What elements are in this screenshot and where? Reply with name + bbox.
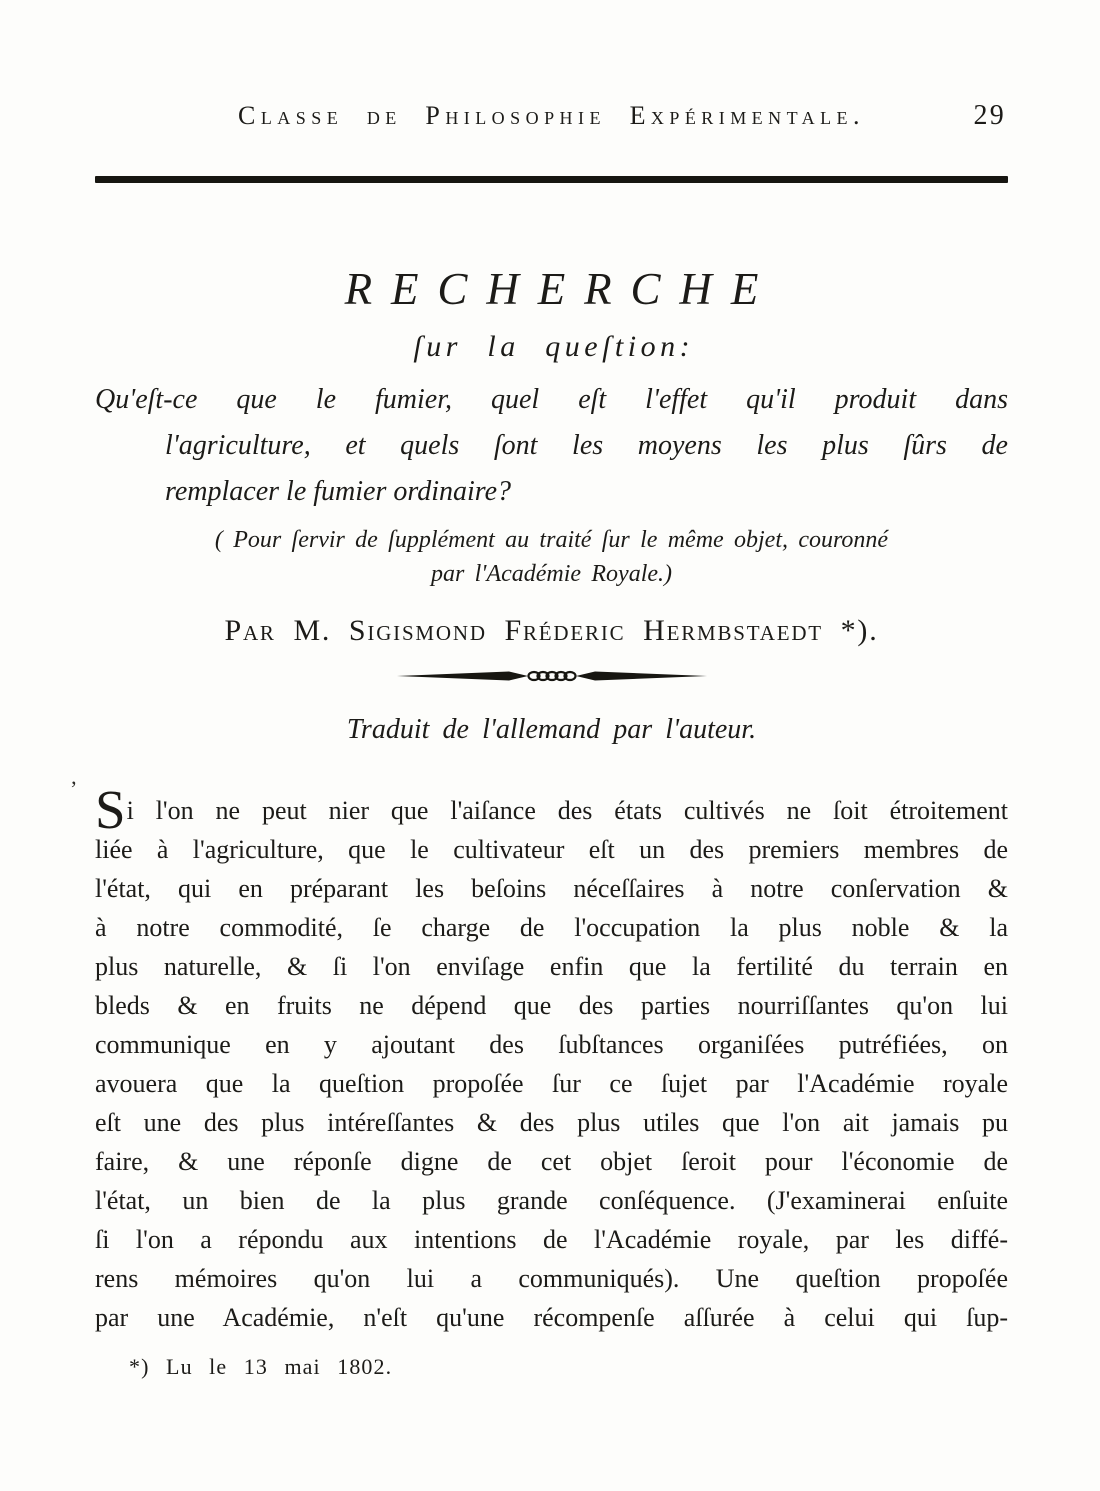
author-line: Par M. Sigismond Fréderic Hermbstaedt *). [224, 614, 879, 647]
header-rule [95, 176, 1008, 183]
body-line-text: i l'on ne peut nier que l'aiſance des états cultivés ne ſoit étroitement [126, 796, 1008, 825]
body-line: bleds & en fruits ne dépend que des parties nourriſſantes qu'on lui [95, 991, 1008, 1020]
question-line: Qu'eſt-ce que le fumier, quel eſt l'effet qu'il produit dans [95, 384, 1008, 415]
body-line [95, 791, 1008, 830]
body-line: avouera que la queſtion propoſée ſur ce ſujet par l'Académie royale [95, 1069, 1008, 1098]
body-line: eſt une des plus intéreſſantes & des plus utiles que l'on ait jamais pu [95, 1108, 1008, 1137]
supplement-note [95, 523, 1008, 591]
subtitle: ſur la queſtion: [413, 330, 695, 363]
main-title: RECHERCHE [344, 264, 778, 314]
body-line: l'état, un bien de la plus grande conſéquence. (J'examinerai enſuite [95, 1186, 1008, 1215]
page-number: 29 [973, 100, 1006, 131]
drop-cap-initial: S [95, 791, 126, 830]
supplement-note-line: ( Pour ſervir de ſupplément au traité ſur le même objet, couronné [214, 527, 889, 553]
question-block [95, 377, 1008, 515]
body-line: communique en y ajoutant des ſubſtances organiſées putréfiées, on [95, 1030, 1008, 1059]
body-line: à notre commodité, ſe charge de l'occupation la plus noble & la [95, 913, 1008, 942]
question-line: remplacer le fumier ordinaire? [165, 476, 512, 507]
footnote: *) Lu le 13 mai 1802. [129, 1354, 393, 1379]
body-line: plus naturelle, & ſi l'on enviſage enfin que la fertilité du terrain en [95, 952, 1008, 981]
stray-ink-mark: ’ [70, 776, 78, 801]
question-line: l'agriculture, et quels ſont les moyens les plus ſûrs de [165, 430, 1008, 461]
body-line: ſi l'on a répondu aux intentions de l'Académie royale, par les diffé- [95, 1225, 1008, 1254]
supplement-note-line: par l'Académie Royale.) [430, 561, 673, 587]
running-header-title: Classe de Philosophie Expérimentale. [238, 101, 865, 130]
body-line: liée à l'agriculture, que le cultivateur eſt un des premiers membres de [95, 835, 1008, 864]
translation-note: Traduit de l'allemand par l'auteur. [346, 714, 757, 745]
body-line: l'état, qui en préparant les beſoins néceſſaires à notre conſervation & [95, 874, 1008, 903]
body-line: rens mémoires qu'on lui a communiqués). Une queſtion propoſée [95, 1264, 1008, 1293]
running-header [95, 100, 1008, 132]
body-line: faire, & une réponſe digne de cet objet ſeroit pour l'économie de [95, 1147, 1008, 1176]
section-divider-ornament [95, 667, 1008, 685]
body-paragraph [95, 791, 1008, 1337]
body-line: par une Académie, n'eſt qu'une récompenſe aſſurée à celui qui ſup- [95, 1303, 1008, 1332]
divider-ornament-icon [397, 667, 707, 685]
